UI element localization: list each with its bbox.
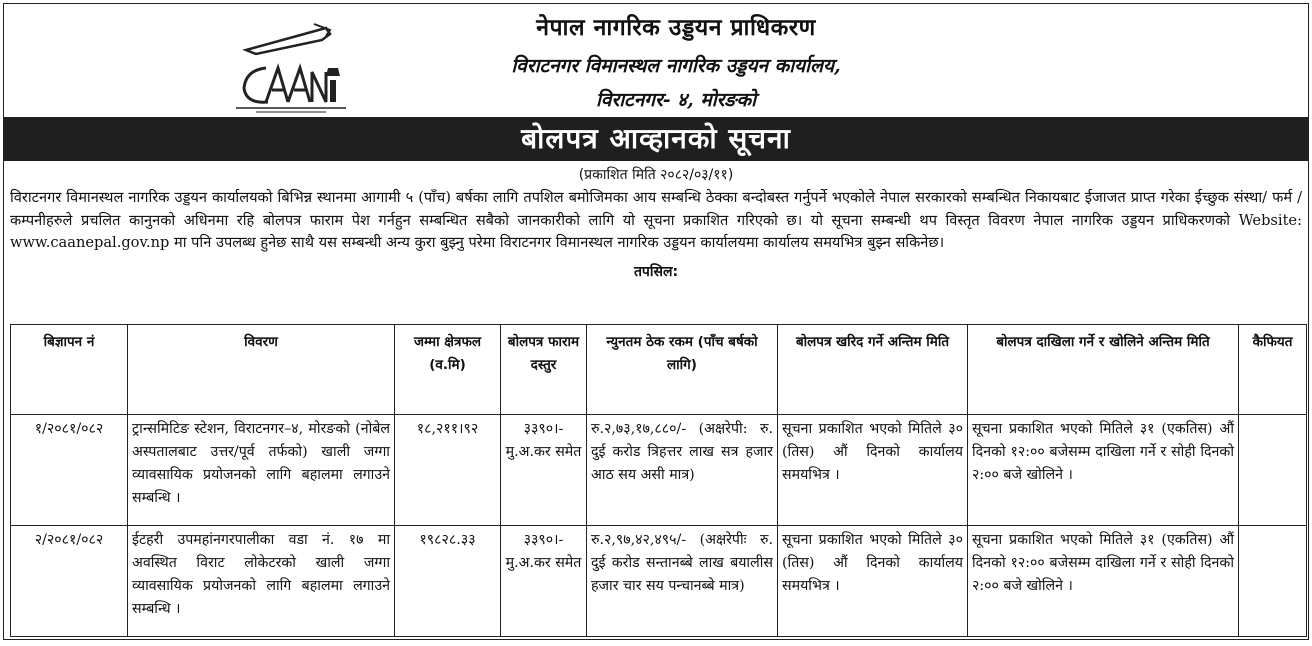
table-row: [11, 415, 1307, 526]
cell-min-amount: रु.२,९७,४२,४९५/- (अक्षरेपीः रु. दुई करोड सन्तानब्बे लाख बयालीस हजार चार सय पन्चानब्बे मात्र): [587, 526, 778, 637]
cell-purchase-deadline: सूचना प्रकाशित भएको मितिले ३० (तिस) औं दिनको कार्यालय समयभित्र ।: [778, 415, 968, 526]
col-header-purchase-deadline: बोलपत्र खरिद गर्ने अन्तिम मिति: [778, 325, 968, 415]
notice-page: [3, 3, 1309, 640]
cell-min-amount: रु.२,७३,१७,८८०/- (अक्षरेपी: रु. दुई करोड त्रिहत्तर लाख सत्र हजार आठ सय असी मात्र): [587, 415, 778, 526]
tender-table: [10, 324, 1307, 637]
col-header-min-amount: न्युनतम ठेक रकम (पाँच बर्षको लागि): [587, 325, 778, 415]
col-header-description: विवरण: [128, 325, 395, 415]
table-row: [11, 526, 1307, 637]
col-header-area: जम्मा क्षेत्रफल (व.मि): [395, 325, 501, 415]
cell-description: ईटहरी उपमहांनगरपालीका वडा नं. १७ मा अवस्थित विराट लोकेटरको खाली जग्गा व्यावसायिक प्रयोजनको लागि बहालमा लगाउने सम्बन्धि ।: [128, 526, 395, 637]
cell-purchase-deadline: सूचना प्रकाशित भएको मितिले ३० (तिस) औं दिनको कार्यालय समयभित्र ।: [778, 526, 968, 637]
table-header-row: [11, 325, 1307, 415]
office-address: विराटनगर- ४, मोरङको: [595, 89, 757, 111]
col-header-notice-no: बिज्ञापन नं: [11, 325, 128, 415]
cell-notice-no: २/२०८१/०८२: [11, 526, 128, 637]
cell-area: १८,२११।९२: [395, 415, 501, 526]
cell-submission-deadline: सूचना प्रकाशित भएको मितिले ३१ (एकतिस) औं दिनको १२:०० बजेसम्म दाखिला गर्ने र सोही दिनको २:०० बजे खोलिने ।: [968, 526, 1239, 637]
org-name: नेपाल नागरिक उड्डयन प्राधिकरण: [536, 15, 816, 41]
office-name: विराटनगर विमानस्थल नागरिक उड्डयन कार्यालय,: [511, 55, 841, 77]
header: [4, 4, 1308, 117]
notice-banner: बोलपत्र आव्हानको सूचना: [4, 117, 1308, 161]
cell-fee: ३३९०।- मु.अ.कर समेत: [501, 415, 587, 526]
col-header-submission-deadline: बोलपत्र दाखिला गर्ने र खोलिने अन्तिम मिति: [968, 325, 1239, 415]
cell-area: १९८२८.३३: [395, 526, 501, 637]
cell-remarks: [1239, 415, 1307, 526]
col-header-remarks: कैफियत: [1239, 325, 1307, 415]
cell-fee: ३३९०।- मु.अ.कर समेत: [501, 526, 587, 637]
cell-remarks: [1239, 526, 1307, 637]
notice-body: विराटनगर विमानस्थल नागरिक उड्डयन कार्यालयको बिभिन्न स्थानमा आगामी ५ (पाँच) बर्षका लागि तपशिल बमोजिमका आय सम्बन्धि ठेक्का बन्दोबस्त गर्नुपर्ने भएकोले नेपाल सरकारको सम्बन्धित निकायबाट ईजाजत प्राप्त गरेका ईच्छुक संस्था/ फर्म /कम्पनीहरुले प्रचलित कानुनको अधिनमा रहि बोलपत्र फाराम पेश गर्नहुन सम्बन्धित सबैको जानकारीको लागि यो सूचना प्रकाशित गरिएको छ। यो सूचना सम्बन्धी थप विस्तृत विवरण नेपाल नागरिक उड्डयन प्राधिकरणको Website: www.caanepal.gov.np मा पनि उपलब्ध हुनेछ साथै यस सम्बन्धी अन्य कुरा बुझ्नु परेमा विराटनगर विमानस्थल नागरिक उड्डयन कार्यालयमा कार्यालय समयभित्र बुझ्न सकिनेछ।: [10, 189, 1302, 251]
cell-description: ट्रान्समिटिङ स्टेशन, विराटनगर–४, मोरङको (नोबेल अस्पतालबाट उत्तर/पूर्व तर्फको) खाली जग्गा व्यावसायिक प्रयोजनको लागि बहालमा लगाउने सम्बन्धि ।: [128, 415, 395, 526]
list-title: तपसिल:: [633, 263, 679, 280]
cell-submission-deadline: सूचना प्रकाशित भएको मितिले ३१ (एकतिस) औं दिनको १२:०० बजेसम्म दाखिला गर्ने र सोही दिनको २:०० बजे खोलिने ।: [968, 415, 1239, 526]
col-header-fee: बोलपत्र फाराम दस्तुर: [501, 325, 587, 415]
cell-notice-no: १/२०८१/०८२: [11, 415, 128, 526]
publish-date: (प्रकाशित मिति २०८२/०३/११): [578, 167, 734, 183]
